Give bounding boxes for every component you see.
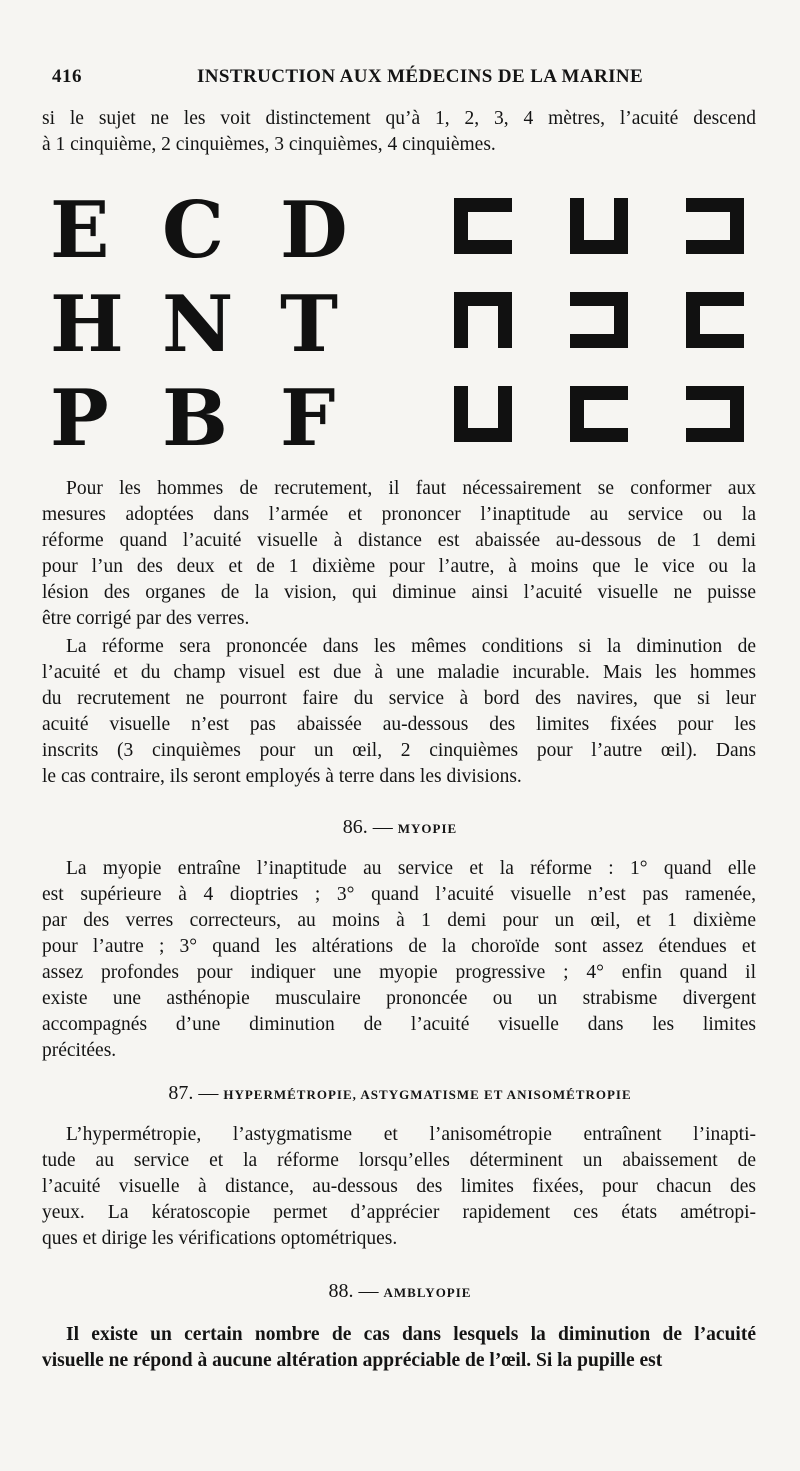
section-86-heading xyxy=(0,816,800,839)
symbol-stroke xyxy=(454,386,468,442)
text-line: La réforme sera prononcée dans les mêmes conditions si la diminution de xyxy=(66,636,756,657)
text-line: accompagnés d’une diminution de l’acuité visuelle dans les limites xyxy=(42,1014,756,1035)
symbol-stroke xyxy=(454,292,468,348)
section-title: HYPERMÉTROPIE, ASTYGMATISME ET ANISOMÉTROPIE xyxy=(223,1087,632,1102)
paragraph-reforme xyxy=(42,634,756,790)
chart-letter: T xyxy=(280,279,339,370)
chart-letter: E xyxy=(50,185,110,276)
text-line: l’acuité visuelle à distance, au-dessous des limites fixées, pour chacun des xyxy=(42,1176,756,1197)
paragraph-recrutement xyxy=(42,476,756,632)
snellen-open-right-symbol xyxy=(570,386,628,442)
paragraph-myopie xyxy=(42,856,756,1064)
section-title: AMBLYOPIE xyxy=(383,1285,472,1300)
section-88-heading xyxy=(0,1280,800,1303)
chart-letter: P xyxy=(50,373,109,464)
symbol-stroke xyxy=(686,292,700,348)
section-number: 86. — xyxy=(342,816,393,838)
snellen-open-down-symbol xyxy=(454,292,512,348)
section-number: 87. — xyxy=(168,1082,219,1104)
chart-letter: C xyxy=(162,185,225,276)
text-line: assez profondes pour indiquer une myopie progressive ; 4° enfin quand il xyxy=(42,962,756,983)
text-line: l’acuité et du champ visuel est due à une maladie incurable. Mais les hommes xyxy=(42,662,756,683)
text-line: inscrits (3 cinquièmes pour un œil, 2 cinquièmes pour l’autre œil). Dans xyxy=(42,740,756,761)
section-number: 88. — xyxy=(328,1280,379,1302)
text-line: mesures adoptées dans l’armée et prononcer l’inaptitude au service ou la xyxy=(42,504,756,525)
symbol-stroke xyxy=(570,198,584,254)
snellen-open-up-symbol xyxy=(454,386,512,442)
chart-letter: N xyxy=(162,279,234,370)
symbol-stroke xyxy=(614,292,628,348)
symbol-stroke xyxy=(730,386,744,442)
text-line: acuité visuelle n’est pas abaissée au-dessous des limites fixées pour les xyxy=(42,714,756,735)
text-line: Pour les hommes de recrutement, il faut nécessairement se conformer aux xyxy=(66,478,756,499)
symbol-stroke xyxy=(498,386,512,442)
text-line: réforme quand l’acuité visuelle à distance est abaissée au-dessous de 1 demi xyxy=(42,530,756,551)
symbol-stroke xyxy=(570,386,584,442)
chart-letter: D xyxy=(280,185,348,276)
running-title: INSTRUCTION AUX MÉDECINS DE LA MARINE xyxy=(197,66,644,87)
text-line: pour l’autre ; 3° quand les altérations de la choroïde sont assez étendues et xyxy=(42,936,756,957)
snellen-open-up-symbol xyxy=(570,198,628,254)
intro-line: si le sujet ne les voit distinctement qu’à 1, 2, 3, 4 mètres, l’acuité descend xyxy=(42,108,756,129)
chart-letter: F xyxy=(280,373,336,464)
text-line: être corrigé par des verres. xyxy=(42,608,250,629)
text-line: pour l’un des deux et de 1 dixième pour l’autre, à moins que le vice ou la xyxy=(42,556,756,577)
text-line: visuelle ne répond à aucune altération appréciable de l’œil. Si la pupille est xyxy=(42,1350,663,1371)
text-line: du recrutement ne pourront faire du service à bord des navires, que si leur xyxy=(42,688,756,709)
text-line: tude au service et la réforme lorsqu’elles déterminent un abaissement de xyxy=(42,1150,756,1171)
section-87-heading xyxy=(0,1082,800,1105)
text-line: L’hypermétropie, l’astygmatisme et l’anisométropie entraînent l’inapti- xyxy=(66,1124,756,1145)
text-line: yeux. La kératoscopie permet d’apprécier rapidement ces états amétropi- xyxy=(42,1202,756,1223)
snellen-open-left-symbol xyxy=(686,386,744,442)
snellen-open-left-symbol xyxy=(570,292,628,348)
text-line: par des verres correcteurs, au moins à 1 demi pour un œil, et 1 dixième xyxy=(42,910,756,931)
symbol-stroke xyxy=(454,198,468,254)
intro-line: à 1 cinquième, 2 cinquièmes, 3 cinquièmes, 4 cinquièmes. xyxy=(42,134,496,155)
symbol-stroke xyxy=(498,292,512,348)
snellen-open-right-symbol xyxy=(454,198,512,254)
text-line: le cas contraire, ils seront employés à terre dans les divisions. xyxy=(42,766,522,787)
snellen-open-right-symbol xyxy=(686,292,744,348)
text-line: précitées. xyxy=(42,1040,117,1061)
paragraph-amblyopie xyxy=(42,1322,756,1374)
snellen-open-left-symbol xyxy=(686,198,744,254)
text-line: lésion des organes de la vision, qui diminue ainsi l’acuité visuelle ne puisse xyxy=(42,582,756,603)
section-title: MYOPIE xyxy=(397,821,458,836)
chart-letter: B xyxy=(162,373,228,464)
text-line: Il existe un certain nombre de cas dans lesquels la diminution de l’acuité xyxy=(66,1324,756,1345)
symbol-stroke xyxy=(730,198,744,254)
text-line: La myopie entraîne l’inaptitude au service et la réforme : 1° quand elle xyxy=(66,858,756,879)
paragraph-hypermetropie xyxy=(42,1122,756,1252)
text-line: est supérieure à 4 dioptries ; 3° quand l’acuité visuelle n’est pas ramenée, xyxy=(42,884,756,905)
chart-letter: H xyxy=(50,279,124,370)
text-line: existe une asthénopie musculaire prononcée ou un strabisme divergent xyxy=(42,988,756,1009)
page-number: 416 xyxy=(52,66,82,87)
text-line: ques et dirige les vérifications optométriques. xyxy=(42,1228,398,1249)
symbol-stroke xyxy=(614,198,628,254)
